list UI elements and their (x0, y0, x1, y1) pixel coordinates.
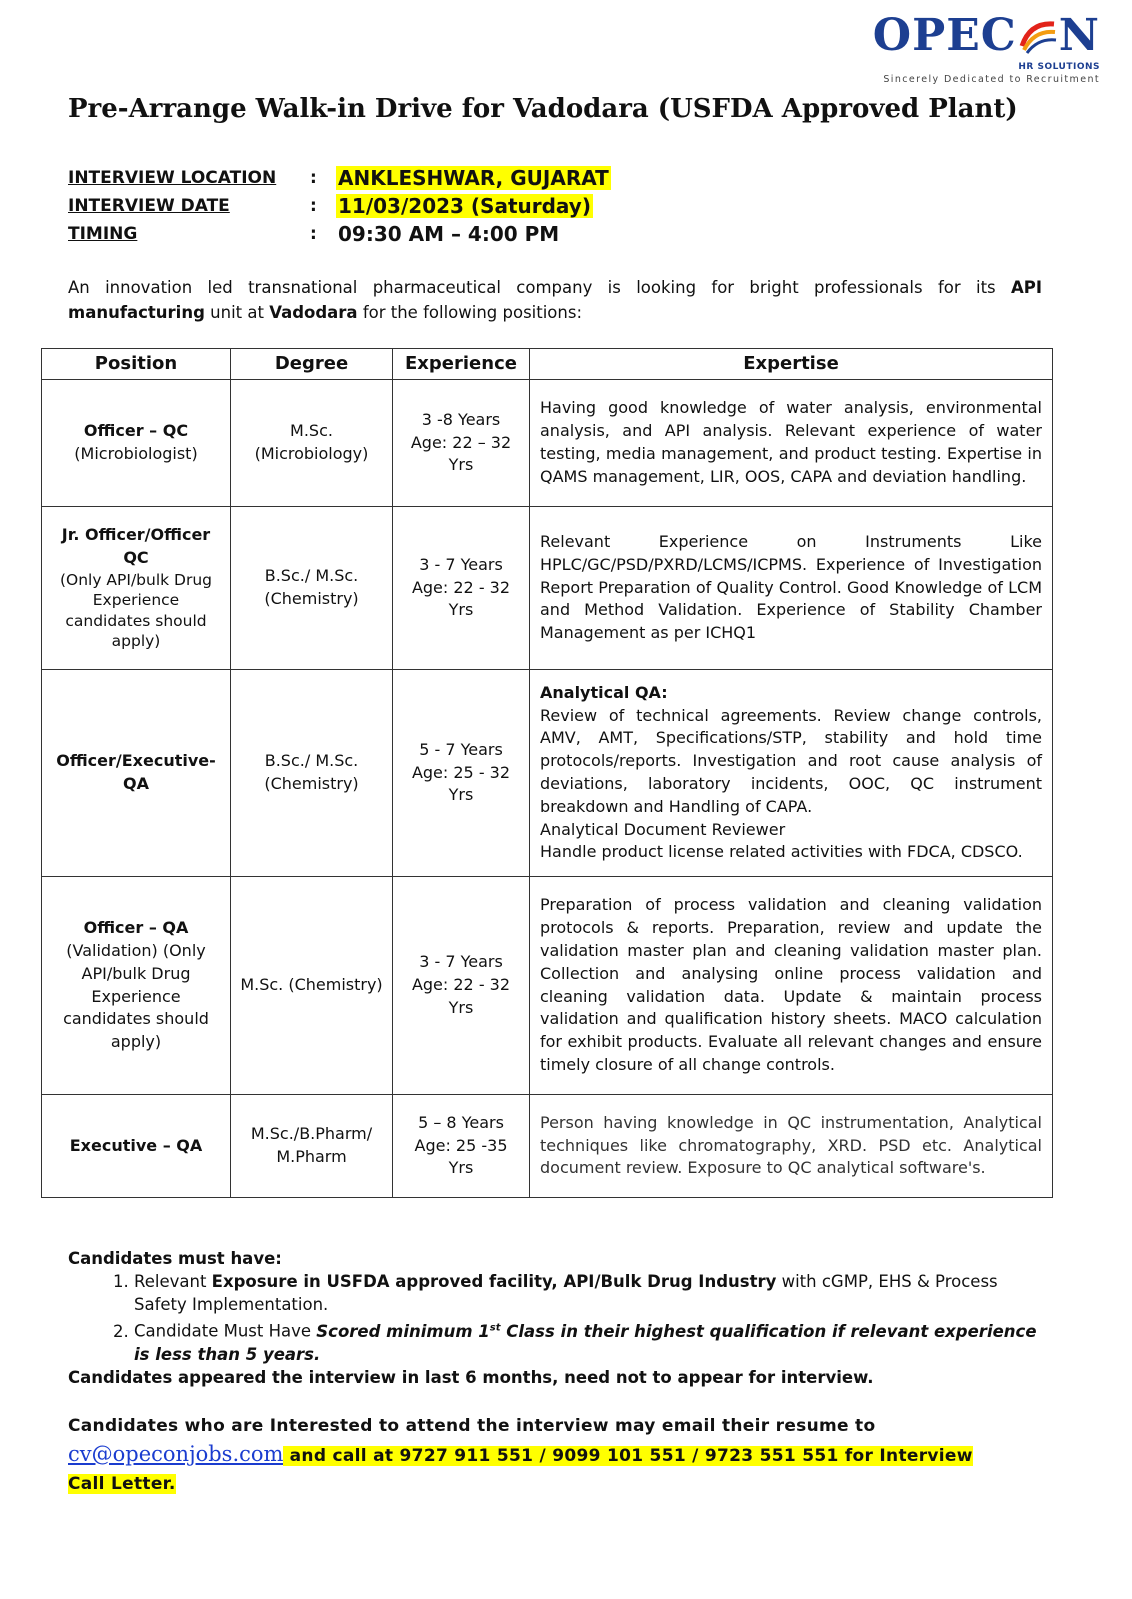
position-cell (42, 670, 231, 877)
expertise-cell: Preparation of process validation and cleaning validation protocols & reports. Preparation, review and update the validation master plan and cleaning validation master plan. Collection and analysing online process validation and cleaning validation data. Update & maintain process validation and qualification history sheets. MACO calculation for exhibit products. Evaluate all relevant changes and ensure timely closure of all change controls. (530, 877, 1053, 1095)
experience-age: Age: 25 - 32 (411, 762, 511, 782)
table-row (42, 380, 1053, 507)
intro-bold-2: Vadodara (269, 303, 358, 322)
req2-bold-c: Class in their highest qualification if relevant experience is less than 5 years. (134, 1321, 1037, 1364)
experience-cell (393, 1095, 530, 1198)
req2-sup: st (489, 1322, 501, 1333)
position-cell (42, 507, 231, 670)
position-title: Jr. Officer/Officer QC (61, 525, 211, 567)
degree-cell: B.Sc./ M.Sc. (Chemistry) (231, 670, 393, 877)
table-row (42, 670, 1053, 877)
position-note: (Validation) (Only API/bulk Drug Experience candidates should apply) (63, 940, 209, 1052)
table-row (42, 507, 1053, 670)
location-value: ANKLESHWAR, GUJARAT (338, 166, 609, 190)
experience-years: 3 - 7 Years (419, 554, 503, 574)
opecon-logo (868, 12, 1100, 85)
logo-tagline: Sincerely Dedicated to Recruitment (883, 74, 1100, 85)
contact-line2: and call at 9727 911 551 / 9099 101 551 / 9723 551 551 for Interview (283, 1446, 973, 1466)
table-row (42, 877, 1053, 1095)
requirements-heading: Candidates must have: (68, 1249, 282, 1268)
contact-section (68, 1412, 1043, 1498)
timing-label: TIMING (68, 224, 138, 244)
position-title: Officer – QC (83, 421, 189, 441)
experience-unit: Yrs (448, 455, 474, 475)
contact-line2-wrapper (68, 1440, 1043, 1470)
timing-value: 09:30 AM – 4:00 PM (338, 222, 560, 246)
expertise-cell: Relevant Experience on Instruments Like HPLC/GC/PSD/PXRD/LCMS/ICPMS. Experience of Investigation Report Preparation of Quality Control. Good Knowledge of LCM and Method Validation. Experience of Stability Chamber Management as per ICHQ1 (530, 507, 1053, 670)
experience-years: 3 - 7 Years (419, 952, 503, 972)
date-row (68, 192, 611, 220)
list-item (134, 1316, 1043, 1366)
logo-subtitle: HR SOLUTIONS (1018, 62, 1100, 72)
date-label: INTERVIEW DATE (68, 196, 230, 216)
date-value: 11/03/2023 (Saturday) (338, 194, 591, 218)
degree-cell: M.Sc./B.Pharm/ M.Pharm (231, 1095, 393, 1198)
position-title: Officer/Executive- QA (56, 751, 216, 793)
logo-text-left: OPEC (872, 10, 1017, 61)
req1-text-c: with cGMP, EHS & Process Safety Implementation. (134, 1272, 998, 1314)
position-cell (42, 1095, 231, 1198)
positions-table (41, 348, 1053, 1198)
logo-swoosh-icon (1018, 16, 1058, 56)
position-note: (Only API/bulk Drug Experience candidates should apply) (59, 570, 213, 651)
location-label: INTERVIEW LOCATION (68, 168, 277, 188)
intro-bold-1: API manufacturing (68, 278, 1042, 322)
expertise-line3: Handle product license related activities with FDCA, CDSCO. (540, 842, 1023, 862)
list-item (134, 1270, 1043, 1316)
expertise-text: Review of technical agreements. Review change controls, AMV, AMT, Specifications/STP, stability and hold time protocols/reports. Investigation and root cause analysis of deviations, laboratory incidents, OOC, QC instrument breakdown and Handling of CAPA. (540, 705, 1042, 816)
intro-paragraph (68, 275, 1042, 325)
expertise-cell: Person having knowledge in QC instrumentation, Analytical techniques like chromatography, XRD. PSD etc. Analytical document review. Exposure to QC analytical software's. (530, 1095, 1053, 1198)
experience-unit: Yrs (448, 785, 474, 805)
email-link[interactable]: cv@opeconjobs.com (68, 1442, 284, 1466)
position-cell (42, 380, 231, 507)
expertise-cell: Having good knowledge of water analysis, environmental analysis, and API analysis. Relevant experience of water testing, media management, and product testing. Expertise in QAMS management, LIR, OOS, CAPA and deviation handling. (530, 380, 1053, 507)
table-header-row (42, 349, 1053, 380)
location-colon: : (310, 168, 317, 188)
experience-age: Age: 22 - 32 (411, 577, 511, 597)
intro-text-3: for the following positions: (357, 303, 583, 322)
header-expertise: Expertise (530, 349, 1053, 380)
degree-cell: M.Sc. (Microbiology) (231, 380, 393, 507)
req2-text-a: Candidate Must Have (134, 1321, 317, 1341)
contact-line3: Call Letter. (68, 1474, 176, 1494)
contact-line1: Candidates who are Interested to attend the interview may email their resume to (68, 1416, 876, 1436)
experience-cell (393, 380, 530, 507)
req1-text-a: Relevant (134, 1272, 212, 1291)
expertise-line2: Analytical Document Reviewer (540, 819, 786, 839)
logo-wordmark (868, 12, 1100, 60)
requirements-list (68, 1270, 1043, 1366)
header-position: Position (42, 349, 231, 380)
experience-cell (393, 877, 530, 1095)
timing-colon: : (310, 224, 317, 244)
req2-bold-a: Scored minimum 1 (316, 1321, 490, 1341)
expertise-heading: Analytical QA: (540, 682, 668, 702)
logo-text-right: N (1058, 10, 1100, 61)
requirements-section (68, 1247, 1043, 1389)
table-row (42, 1095, 1053, 1198)
degree-cell: B.Sc./ M.Sc. (Chemistry) (231, 507, 393, 670)
interview-details (68, 164, 611, 248)
position-title: Officer – QA (83, 918, 189, 938)
degree-cell: M.Sc. (Chemistry) (231, 877, 393, 1095)
experience-years: 3 -8 Years (421, 409, 501, 429)
experience-cell (393, 507, 530, 670)
experience-years: 5 - 7 Years (419, 739, 503, 759)
experience-unit: Yrs (448, 1158, 474, 1178)
header-degree: Degree (231, 349, 393, 380)
experience-cell (393, 670, 530, 877)
expertise-cell (530, 670, 1053, 877)
experience-age: Age: 22 – 32 (410, 432, 512, 452)
page-title: Pre-Arrange Walk-in Drive for Vadodara (USFDA Approved Plant) (68, 94, 1018, 124)
experience-unit: Yrs (448, 600, 474, 620)
intro-text-1: An innovation led transnational pharmaceutical company is looking for bright professionals for its (68, 278, 1011, 297)
header-experience: Experience (393, 349, 530, 380)
requirements-note: Candidates appeared the interview in last 6 months, need not to appear for interview. (68, 1367, 874, 1387)
experience-age: Age: 22 - 32 (411, 975, 511, 995)
req1-bold: Exposure in USFDA approved facility, API/Bulk Drug Industry (211, 1272, 777, 1291)
experience-age: Age: 25 -35 (414, 1135, 508, 1155)
date-colon: : (310, 196, 317, 216)
intro-text-2: unit at (204, 303, 270, 322)
position-cell (42, 877, 231, 1095)
position-note: (Microbiologist) (74, 444, 198, 463)
experience-unit: Yrs (448, 997, 474, 1017)
experience-years: 5 – 8 Years (418, 1112, 504, 1132)
position-title: Executive – QA (69, 1135, 203, 1155)
timing-row (68, 220, 611, 248)
location-row (68, 164, 611, 192)
